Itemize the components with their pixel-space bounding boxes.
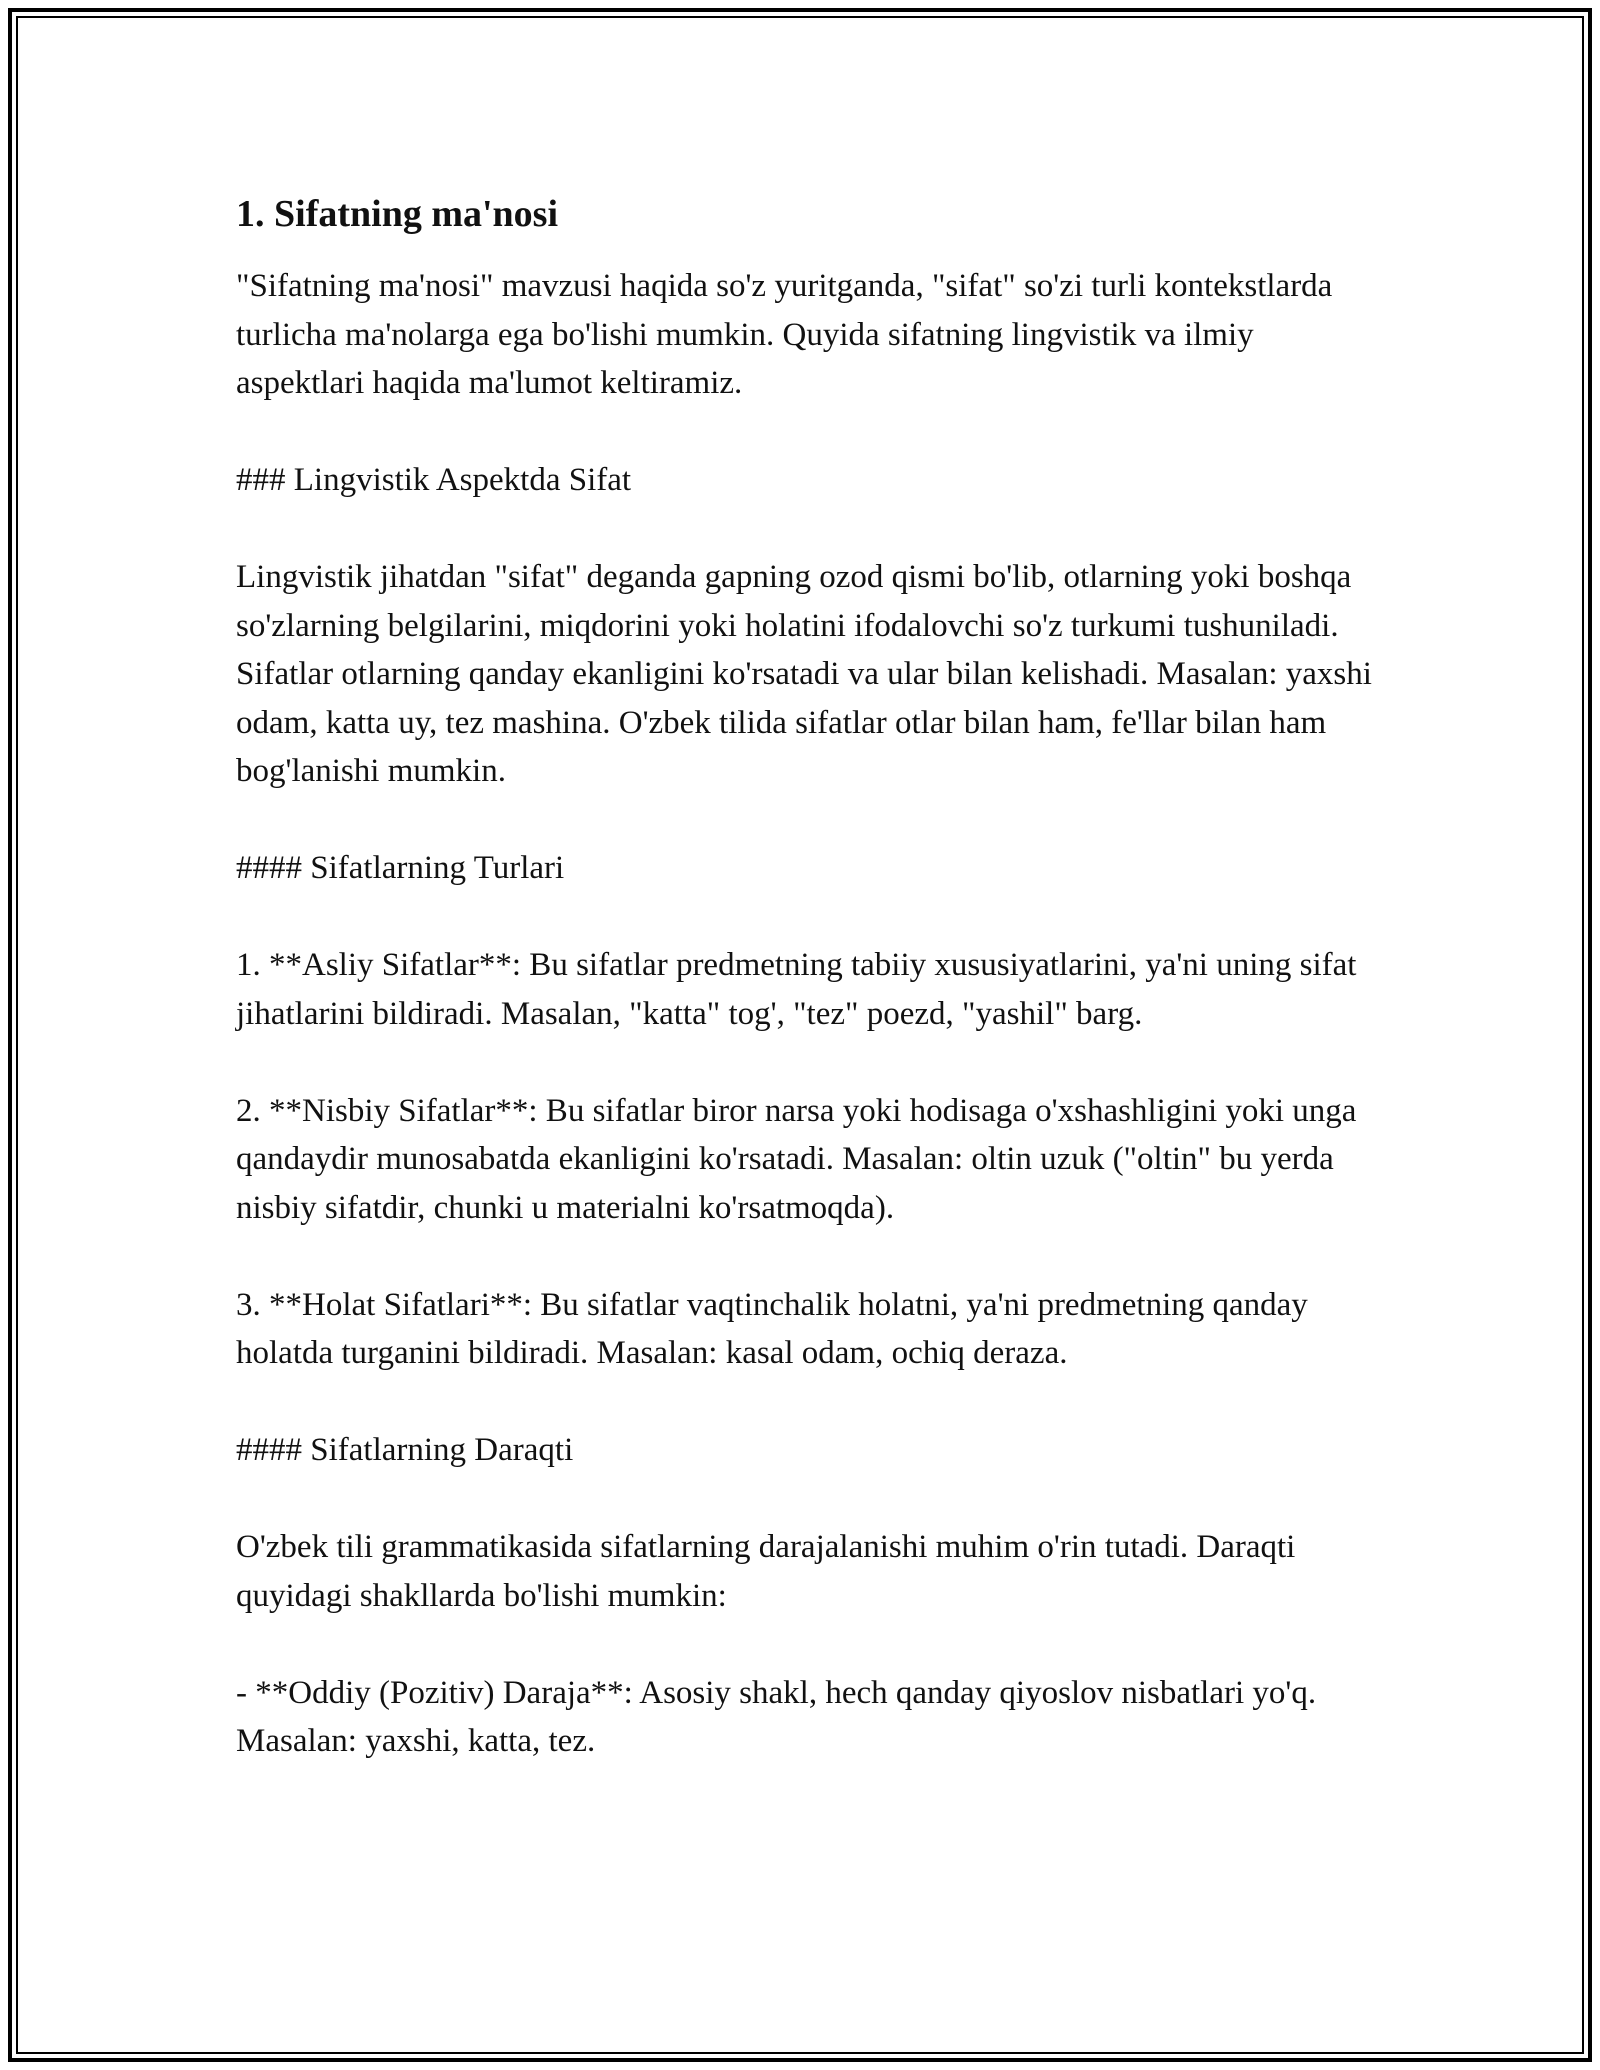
subheading-turlari: #### Sifatlarning Turlari (236, 850, 565, 886)
spacer (236, 1378, 1376, 1427)
spacer (236, 1475, 1376, 1524)
spacer (236, 505, 1376, 554)
section-title: 1. Sifatning ma'nosi (236, 193, 559, 235)
intro-paragraph: "Sifatning ma'nosi" mavzusi haqida so'z yuritganda, "sifat" so'zi turli kontekstlarda turlicha ma'nolarga ega bo'lishi mumkin. Quyida sifatning lingvistik va ilmiy aspektlari haqida ma'lumot keltiramiz. (236, 268, 1333, 401)
spacer (236, 1038, 1376, 1087)
subheading-lingvistik: ### Lingvistik Aspektda Sifat (236, 462, 632, 498)
spacer (236, 1620, 1376, 1669)
document-body (236, 186, 1376, 1766)
list-item-nisbiy: 2. **Nisbiy Sifatlar**: Bu sifatlar biror narsa yoki hodisaga o'xshashligini yoki unga qandaydir munosabatda ekanligini ko'rsatadi. Masalan: oltin uzuk ("oltin" bu yerda nisbiy sifatdir, chunki u materialni ko'rsatmoqda). (236, 1092, 1357, 1226)
spacer (236, 1232, 1376, 1281)
list-item-holat: 3. **Holat Sifatlari**: Bu sifatlar vaqtinchalik holatni, ya'ni predmetning qanday holatda turganini bildiradi. Masalan: kasal odam, ochiq deraza. (236, 1286, 1308, 1371)
list-item-asliy: 1. **Asliy Sifatlar**: Bu sifatlar predmetning tabiiy xususiyatlarini, ya'ni uning sifat jihatlarini bildiradi. Masalan, "katta" tog', "tez" poezd, "yashil" barg. (236, 947, 1357, 1032)
bullet-item-oddiy: - **Oddiy (Pozitiv) Daraja**: Asosiy shakl, hech qanday qiyoslov nisbatlari yo'q. Masalan: yaxshi, katta, tez. (236, 1674, 1317, 1759)
spacer (236, 796, 1376, 845)
spacer (236, 408, 1376, 457)
spacer (236, 893, 1376, 942)
daraqti-paragraph: O'zbek tili grammatikasida sifatlarning darajalanishi muhim o'rin tutadi. Daraqti quyidagi shakllarda bo'lishi mumkin: (236, 1529, 1296, 1614)
lingvistik-paragraph: Lingvistik jihatdan "sifat" deganda gapning ozod qismi bo'lib, otlarning yoki boshqa so'zlarning belgilarini, miqdorini yoki holatini ifodalovchi so'z turkumi tushuniladi. Sifatlar otlarning qanday ekanligini ko'rsatadi va ular bilan kelishadi. Masalan: yaxshi odam, katta uy, tez mashina. O'zbek tilida sifatlar otlar bilan ham, fe'llar bilan ham bog'lanishi mumkin. (236, 559, 1372, 789)
subheading-daraqti: #### Sifatlarning Daraqti (236, 1432, 574, 1468)
spacer (236, 242, 1376, 262)
